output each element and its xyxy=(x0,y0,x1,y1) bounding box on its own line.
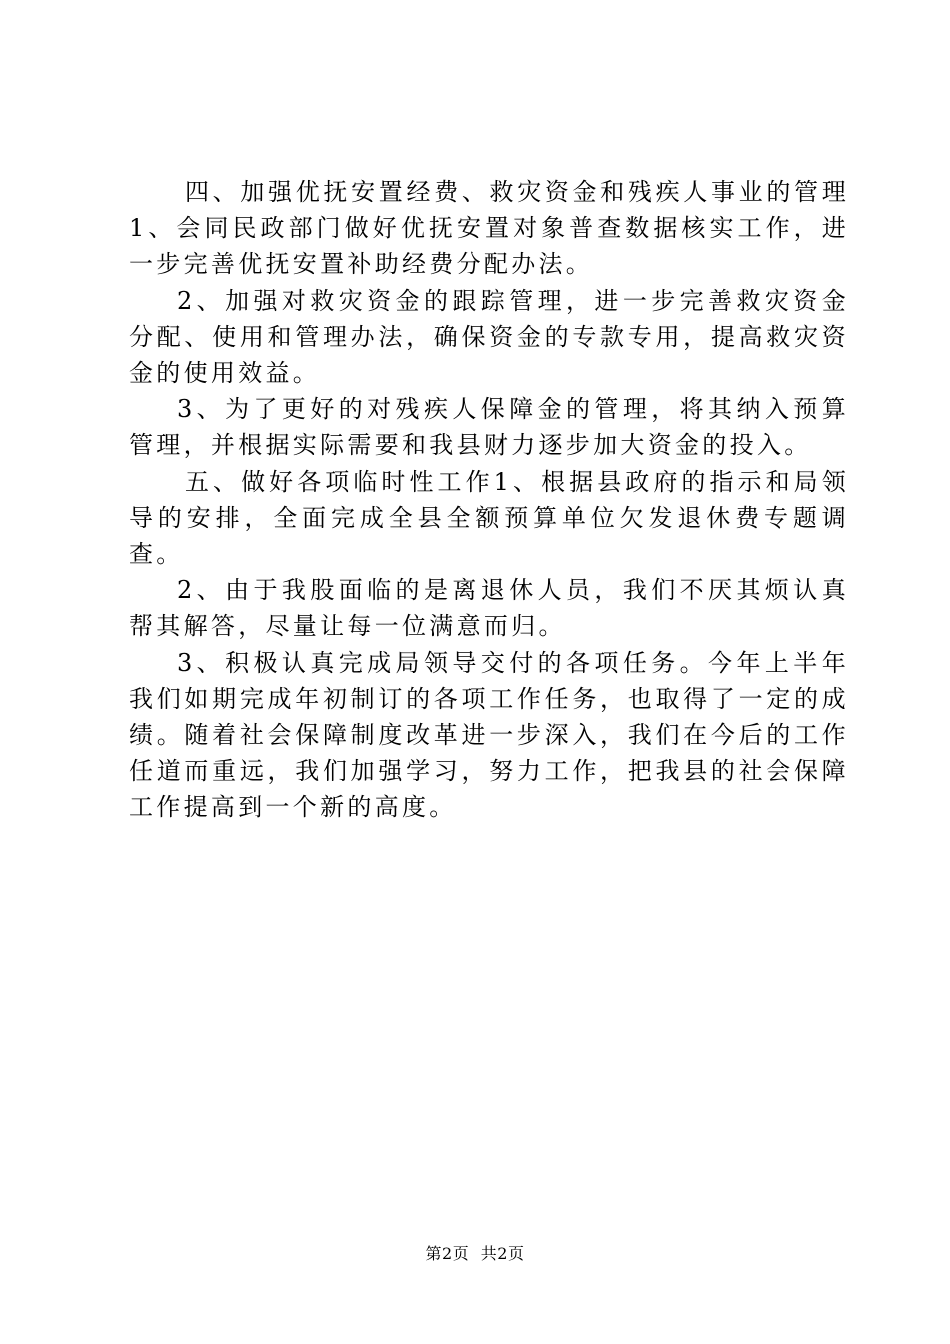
paragraph-item-2b: 2、由于我股面临的是离退休人员，我们不厌其烦认真帮其解答，尽量让每一位满意而归。 xyxy=(129,576,849,641)
paragraph-item-3b: 3、积极认真完成局领导交付的各项任务。今年上半年我们如期完成年初制订的各项工作任务，也取得了一定的成绩。随着社会保障制度改革进一步深入，我们在今后的工作任道而重远，我们加强学习，努力工作，把我县的社会保障工作提高到一个新的高度。 xyxy=(129,648,849,822)
paragraph-item-2: 2、加强对救灾资金的跟踪管理，进一步完善救灾资金分配、使用和管理办法，确保资金的专款专用，提高救灾资金的使用效益。 xyxy=(129,286,849,388)
page-number: 第2页 xyxy=(425,1244,470,1263)
paragraph-item-3: 3、为了更好的对残疾人保障金的管理，将其纳入预算管理，并根据实际需要和我县财力逐步加大资金的投入。 xyxy=(129,395,849,460)
page-footer xyxy=(0,1241,950,1264)
document-body xyxy=(129,174,849,826)
paragraph-section-five: 五、做好各项临时性工作1、根据县政府的指示和局领导的安排，全面完成全县全额预算单位欠发退休费专题调查。 xyxy=(129,467,849,569)
paragraph-section-four: 四、加强优抚安置经费、救灾资金和残疾人事业的管理1、会同民政部门做好优抚安置对象普查数据核实工作，进一步完善优抚安置补助经费分配办法。 xyxy=(129,178,849,279)
page-total: 共2页 xyxy=(480,1244,525,1263)
